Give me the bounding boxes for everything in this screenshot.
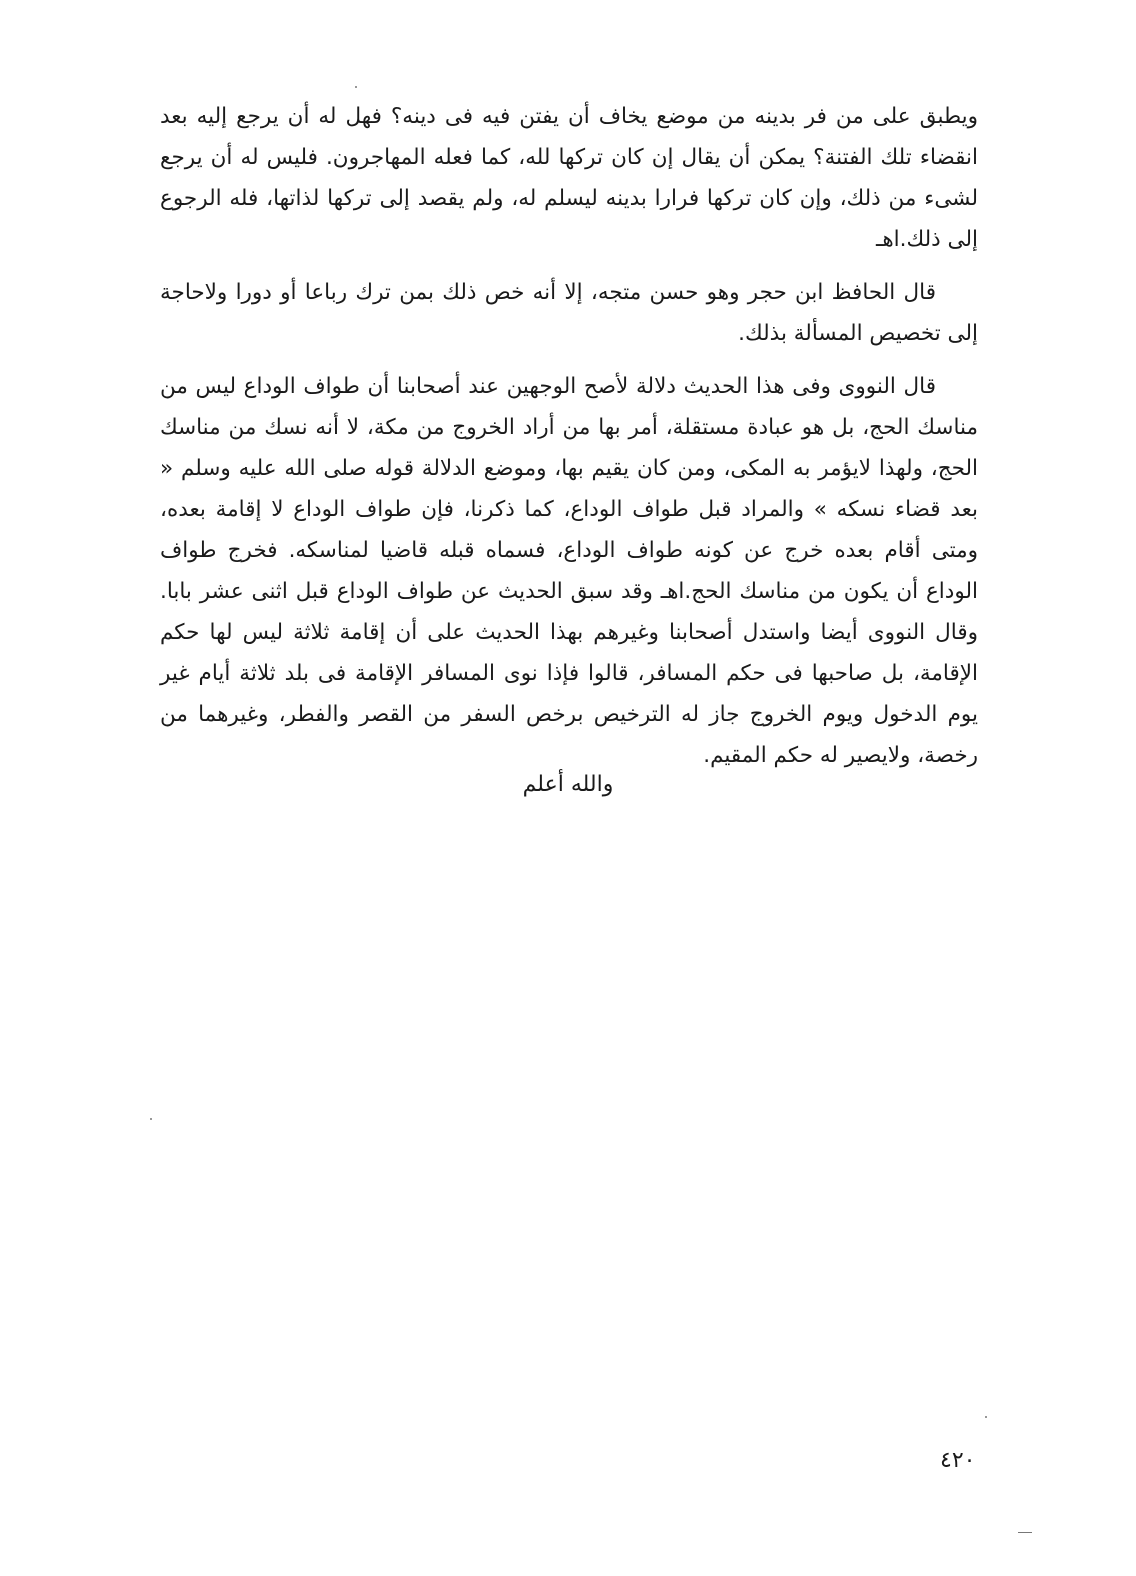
scan-speck [150,1118,152,1120]
closing-phrase: والله أعلم [522,772,614,797]
paragraph-2: قال الحافظ ابن حجر وهو حسن متجه، إلا أنه خص ذلك بمن ترك رباعا أو دورا ولاحاجة إلى تخصيص المسألة بذلك. [160,280,978,346]
paragraph-3: قال النووى وفى هذا الحديث دلالة لأصح الوجهين عند أصحابنا أن طواف الوداع ليس من مناسك الحج، بل هو عبادة مستقلة، أمر بها من أراد الخروج من مكة، لا أنه نسك من مناسك الحج، ولهذا لايؤمر به المكى، ومن كان يقيم بها، وموضع الدلالة قوله صلى الله عليه وسلم « بعد قضاء نسكه » والمراد قبل طواف الوداع، كما ذكرنا، فإن طواف الوداع لا إقامة بعده، ومتى أقام بعده خرج عن كونه طواف الوداع، فسماه قبله قاضيا لمناسكه. فخرج طواف الوداع أن يكون من مناسك الحج.اهـ وقد سبق الحديث عن طواف الوداع قبل اثنى عشر بابا. وقال النووى أيضا واستدل أصحابنا وغيرهم بهذا الحديث على أن إقامة ثلاثة ليس لها حكم الإقامة، بل صاحبها فى حكم المسافر، قالوا فإذا نوى المسافر الإقامة فى بلد ثلاثة أيام غير يوم الدخول ويوم الخروج جاز له الترخيص برخص السفر من القصر والفطر، وغيرهما من رخصة، ولايصير له حكم المقيم. [160,374,978,768]
paragraph-1: ويطبق على من فر بدينه من موضع يخاف أن يفتن فيه فى دينه؟ فهل له أن يرجع إليه بعد انقضاء تلك الفتنة؟ يمكن أن يقال إن كان تركها لله، كما فعله المهاجرون. فليس له أن يرجع لشىء من ذلك، وإن كان تركها فرارا بدينه ليسلم له، ولم يقصد إلى تركها لذاتها، فله الرجوع إلى ذلك.اهـ [160,104,978,252]
page-number: ٤٢٠ [940,1448,976,1473]
scan-speck [1018,1532,1032,1533]
scan-speck [985,1416,987,1418]
body-text [160,96,978,788]
scan-speck [355,86,357,88]
